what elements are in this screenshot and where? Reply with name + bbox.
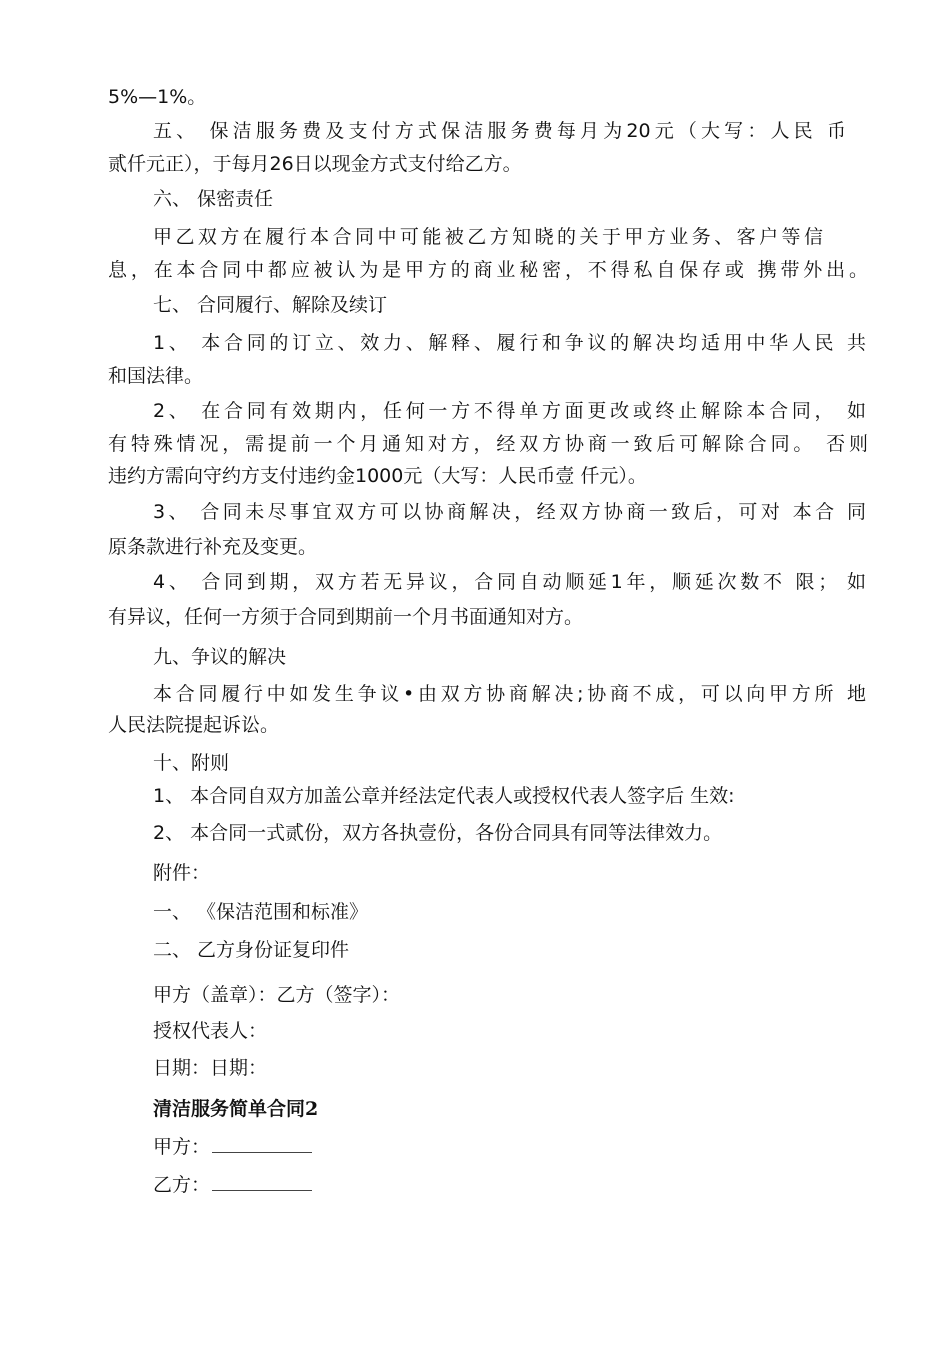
- signature-line: 甲方（盖章）：乙方（签字）：: [153, 984, 401, 1006]
- text-line: 和国法律。: [108, 365, 204, 387]
- attachment-item: 二、 乙方身份证复印件: [153, 939, 350, 961]
- attachment-item: 一、 《保洁范围和标准》: [153, 901, 369, 923]
- section-6-heading: 六、 保密责任: [153, 188, 274, 210]
- party-a-label: 甲方：: [153, 1136, 211, 1158]
- clause-item: 3、 合同未尽事宜双方可以协商解决，经双方协商一致后，可对 本合 同: [153, 501, 866, 523]
- party-a-blank: [212, 1151, 312, 1153]
- text-line: 息，在本合同中都应被认为是甲方的商业秘密，不得私自保存或 携带外出。: [108, 259, 868, 281]
- text-line: 贰仟元正），于每月26日以现金方式支付给乙方。: [108, 153, 522, 175]
- party-b-blank: [212, 1189, 312, 1191]
- text-line: 原条款进行补充及变更。: [108, 536, 318, 558]
- party-b-line: [153, 1174, 913, 1197]
- text-line: 违约方需向守约方支付违约金1000元（大写：人民币壹 仟元）。: [108, 465, 647, 487]
- contract-2-title: 清洁服务简单合同2: [153, 1098, 319, 1120]
- signature-line: 日期：日期：: [153, 1057, 268, 1079]
- section-7-heading: 七、 合同履行、解除及续订: [153, 294, 388, 316]
- section-9-heading: 九、争议的解决: [153, 646, 287, 668]
- party-b-label: 乙方：: [153, 1174, 211, 1196]
- clause-item: 4、 合同到期，双方若无异议，合同自动顺延1年，顺延次数不 限； 如: [153, 571, 866, 593]
- text-line: 甲乙双方在履行本合同中可能被乙方知晓的关于甲方业务、客户等信: [153, 226, 823, 248]
- text-line: 有异议，任何一方须于合同到期前一个月书面通知对方。: [108, 606, 584, 628]
- section-5-heading: 五、 保洁服务费及支付方式保洁服务费每月为20元（大写：人民 币: [153, 120, 846, 142]
- signature-line: 授权代表人：: [153, 1020, 268, 1042]
- clause-item: 1、 本合同的订立、效力、解释、履行和争议的解决均适用中华人民 共: [153, 332, 866, 354]
- text-line: 有特殊情况，需提前一个月通知对方，经双方协商一致后可解除合同。 否则: [108, 433, 868, 455]
- clause-item: 2、 在合同有效期内，任何一方不得单方面更改或终止解除本合同， 如: [153, 400, 866, 422]
- text-line: 人民法院提起诉讼。: [108, 714, 280, 736]
- party-a-line: [153, 1136, 913, 1159]
- attachments-heading: 附件：: [153, 862, 211, 884]
- text-line: 5%—1%。: [108, 86, 207, 108]
- section-10-heading: 十、附则: [153, 752, 230, 774]
- text-line: 本合同履行中如发生争议•由双方协商解决;协商不成，可以向甲方所 地: [153, 683, 866, 705]
- clause-item: 1、 本合同自双方加盖公章并经法定代表人或授权代表人签字后 生效:: [153, 785, 735, 807]
- clause-item: 2、 本合同一式贰份，双方各执壹份，各份合同具有同等法律效力。: [153, 822, 723, 844]
